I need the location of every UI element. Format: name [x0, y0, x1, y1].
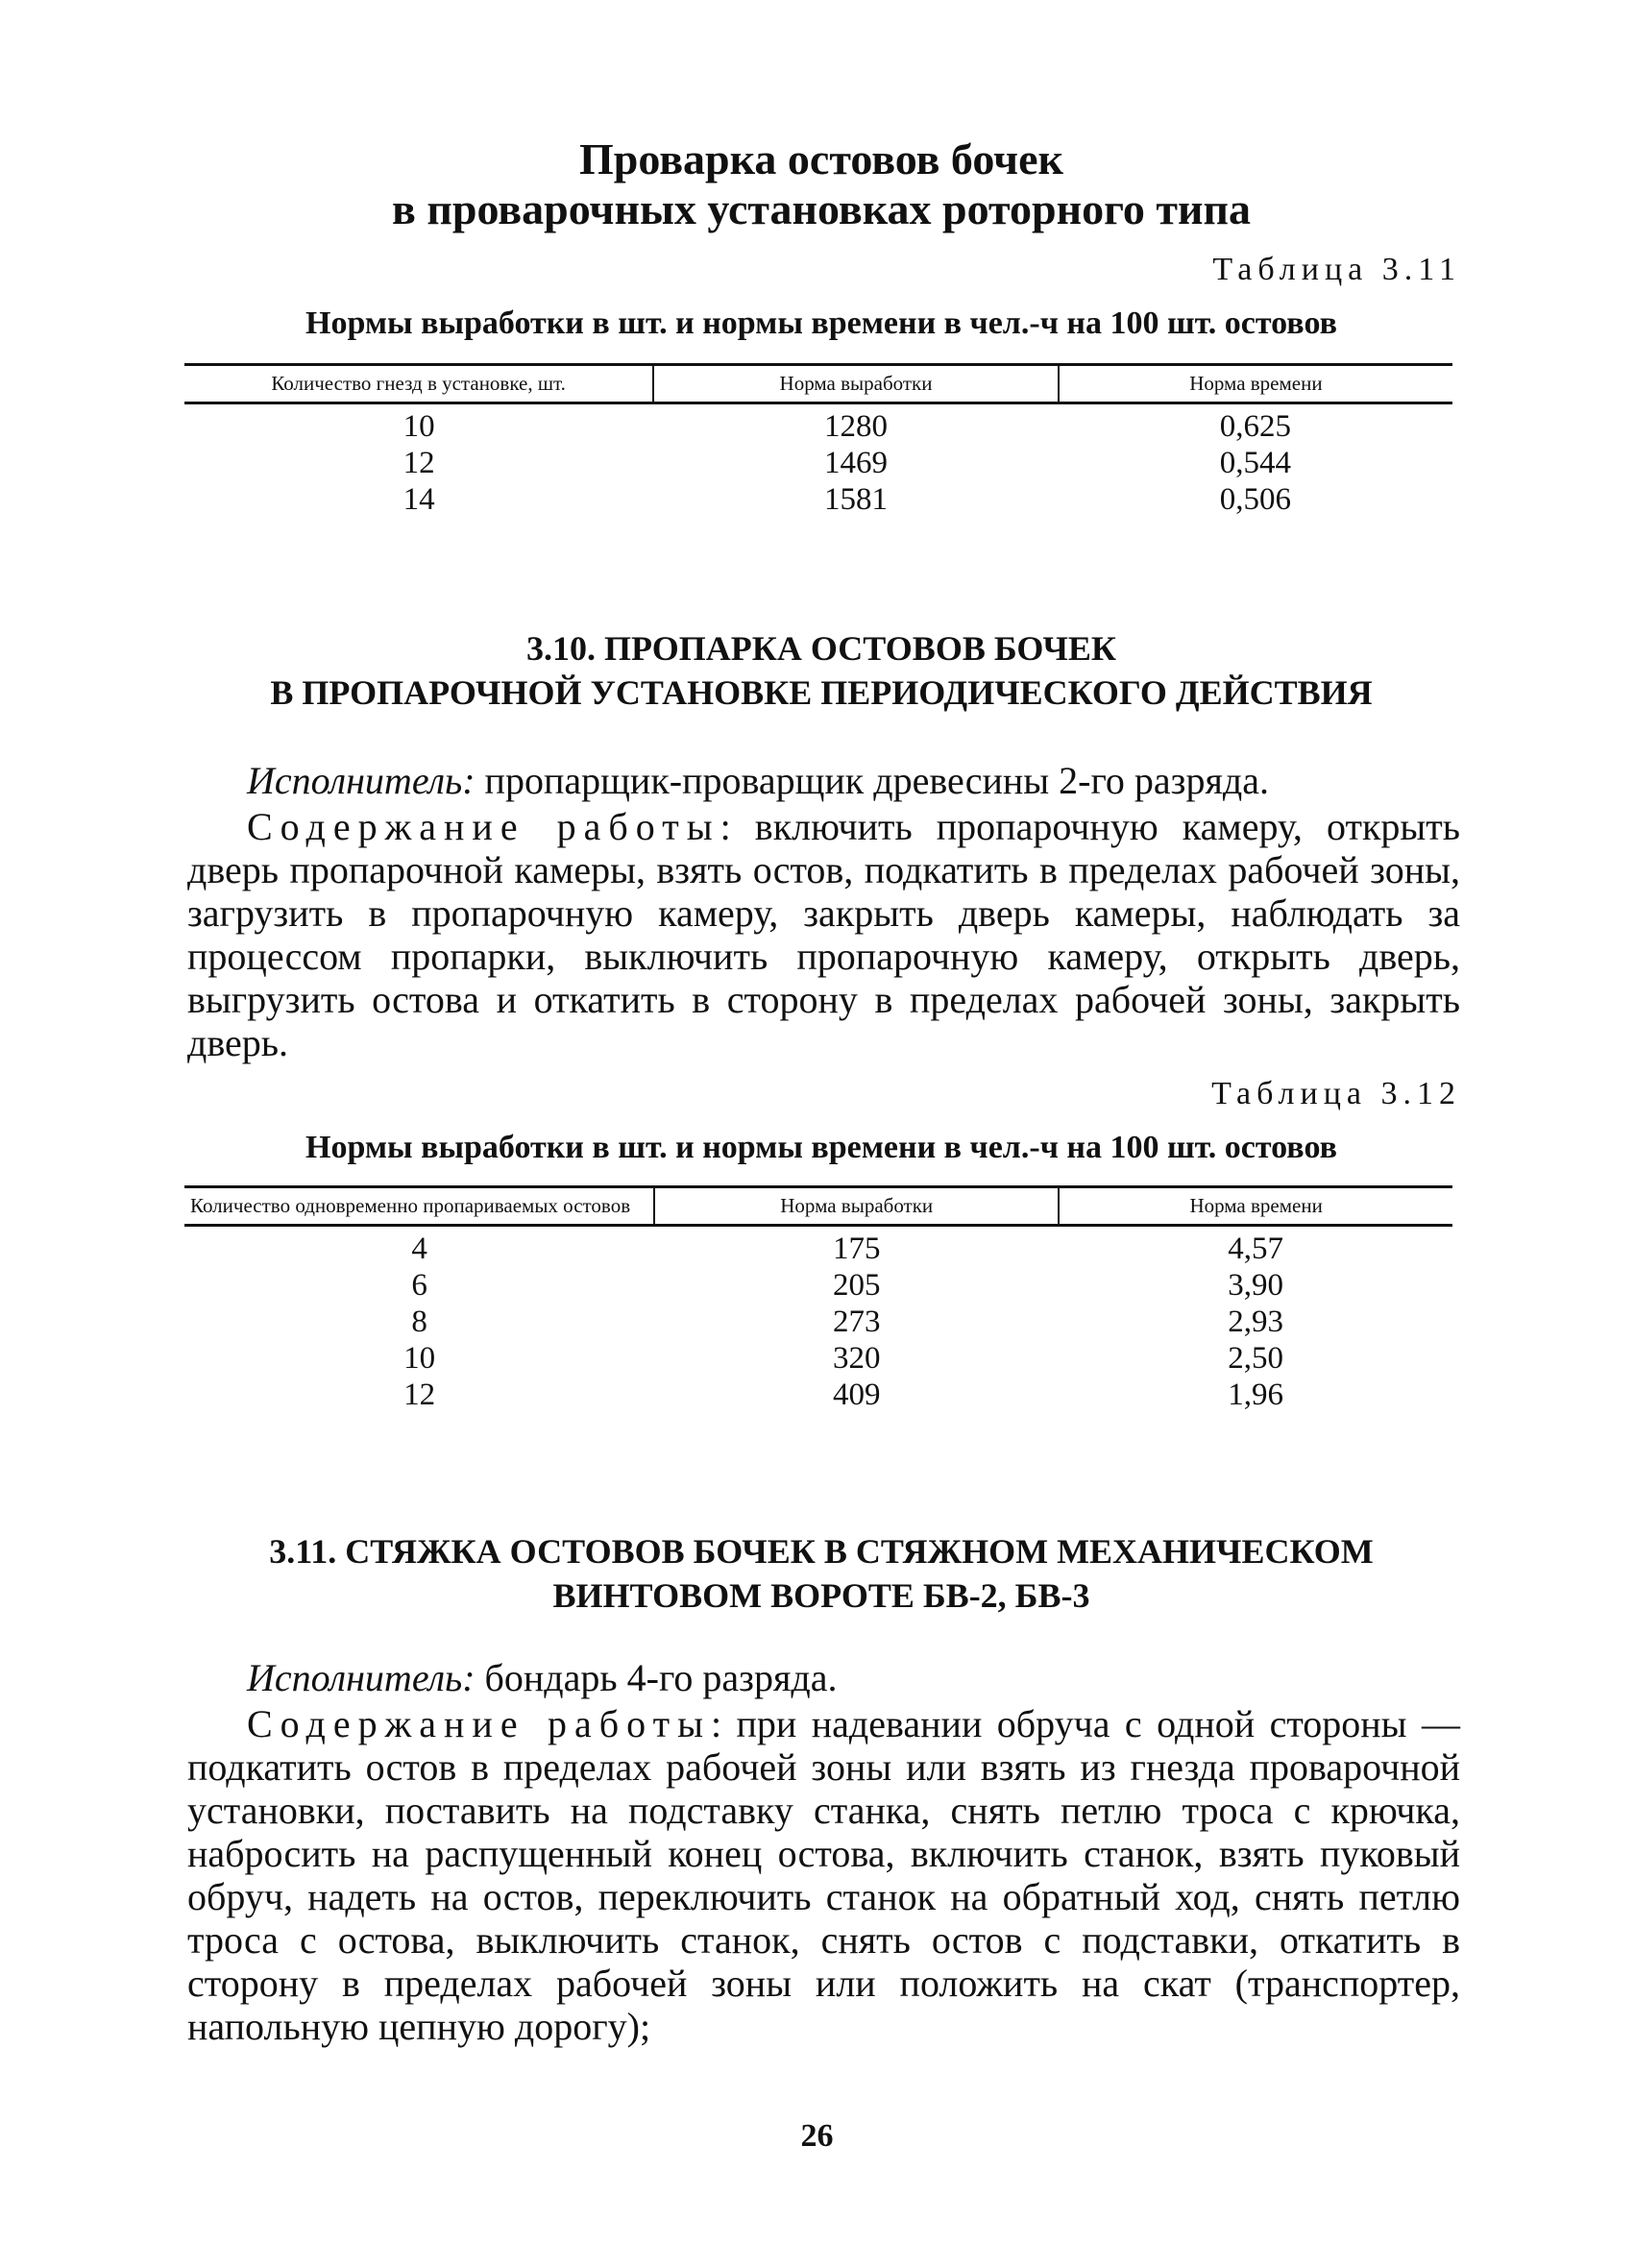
table-cell: 1581: [824, 482, 889, 517]
table-cell: 320: [832, 1341, 881, 1376]
table-3-12: [184, 1185, 1452, 1413]
heading-line-1: Проварка остовов бочек: [578, 134, 1063, 183]
table-3-12-title: Нормы выработки в шт. и нормы времени в чел.-ч на 100 шт. остовов: [305, 1130, 1337, 1165]
executor-text: бондарь 4-го разряда.: [475, 1656, 838, 1699]
table-row: [184, 481, 1452, 518]
table-cell: 175: [832, 1232, 881, 1266]
section-3-10-content: [187, 805, 1460, 1064]
section-3-10-heading-line-2: В ПРОПАРОЧНОЙ УСТАНОВКЕ ПЕРИОДИЧЕСКОГО ДЕЙСТВИЯ: [270, 673, 1373, 712]
table-3-11-title: Нормы выработки в шт. и нормы времени в чел.-ч на 100 шт. остовов: [305, 305, 1337, 341]
table-header-cell: Норма выработки: [654, 1187, 1059, 1226]
section-3-11-executor: [187, 1656, 1460, 1699]
section-3-11-heading-line-2: ВИНТОВОМ ВОРОТЕ БВ-2, БВ-3: [552, 1576, 1090, 1615]
table-cell: 205: [832, 1268, 881, 1303]
table-row: [184, 1304, 1452, 1340]
table-header-cell: Норма времени: [1059, 1187, 1452, 1226]
table-row: [184, 408, 1452, 445]
heading-line-2: в проварочных установках роторного типа: [392, 184, 1251, 233]
section-3-10-executor: [187, 759, 1460, 802]
table-cell: 273: [832, 1305, 881, 1339]
table-cell: 0,544: [1219, 446, 1292, 480]
table-row: [184, 1231, 1452, 1267]
table-cell: 14: [402, 482, 435, 517]
content-label: Содержание работы: [247, 1702, 711, 1745]
content-label: Содержание работы: [247, 805, 720, 848]
table-cell: 12: [402, 446, 435, 480]
section-3-10-heading-line-1: 3.10. ПРОПАРКА ОСТОВОВ БОЧЕК: [525, 629, 1117, 668]
table-row: [184, 1340, 1452, 1377]
table-cell: 10: [403, 1341, 436, 1376]
table-cell: 1280: [824, 409, 889, 444]
table-cell: 1469: [824, 446, 889, 480]
table-header-cell: Количество одновременно пропариваемых остовов: [184, 1187, 654, 1226]
table-row: [184, 445, 1452, 481]
table-cell: 2,50: [1228, 1341, 1283, 1376]
table-3-11: [184, 363, 1452, 518]
page-number: 26: [800, 2118, 834, 2154]
content-text: : включить пропарочную камеру, открыть дверь пропарочной камеры, взять остов, подкатить в пределах рабочей зоны, загрузить в пропарочную камеру, закрыть дверь камеры, наблюдать за процессом пропарки, выключить пропарочную камеру, открыть дверь, выгрузить остова и откатить в сторону в пределах рабочей зоны, закрыть дверь.: [187, 805, 1460, 1064]
table-cell: 12: [403, 1378, 436, 1412]
table-cell: 4,57: [1228, 1232, 1283, 1266]
table-cell: 6: [411, 1268, 427, 1303]
table-cell: 8: [411, 1305, 427, 1339]
table-header-cell: Норма выработки: [653, 365, 1059, 403]
executor-text: пропарщик-проварщик древесины 2-го разряда.: [475, 759, 1269, 802]
table-header-row: [184, 1187, 1452, 1226]
table-header-cell: Количество гнезд в установке, шт.: [184, 365, 653, 403]
table-header-cell: Норма времени: [1059, 365, 1452, 403]
table-row: [184, 1377, 1452, 1413]
table-3-12-caption: Таблица 3.12: [1211, 1076, 1461, 1111]
table-3-11-caption: Таблица 3.11: [1212, 252, 1461, 287]
section-3-11-heading-line-1: 3.11. СТЯЖКА ОСТОВОВ БОЧЕК В СТЯЖНОМ МЕХАНИЧЕСКОМ: [269, 1532, 1374, 1571]
section-3-11-content: [187, 1702, 1460, 2048]
table-cell: 409: [832, 1378, 881, 1412]
table-cell: 0,625: [1219, 409, 1292, 444]
table-cell: 3,90: [1228, 1268, 1283, 1303]
table-cell: 2,93: [1228, 1305, 1283, 1339]
table-cell: 10: [402, 409, 435, 444]
content-text: : при надевании обруча с одной стороны — подкатить остов в пределах рабочей зоны или взять из гнезда проварочной установки, поставить на подставку станка, снять петлю троса с крючка, набросить на распущенный конец остова, включить станок, взять пуковый обруч, надеть на остов, переключить станок на обратный ход, снять петлю троса с остова, выключить станок, снять остов с подставки, откатить в сторону в пределах рабочей зоны или положить на скат (транспортер, напольную цепную дорогу);: [187, 1702, 1460, 2048]
executor-label: Исполнитель:: [247, 759, 476, 802]
table-cell: 1,96: [1228, 1378, 1283, 1412]
table-cell: 4: [411, 1232, 427, 1266]
table-header-row: [184, 365, 1452, 403]
table-row: [184, 1267, 1452, 1304]
table-cell: 0,506: [1219, 482, 1292, 517]
executor-label: Исполнитель:: [247, 1656, 476, 1699]
